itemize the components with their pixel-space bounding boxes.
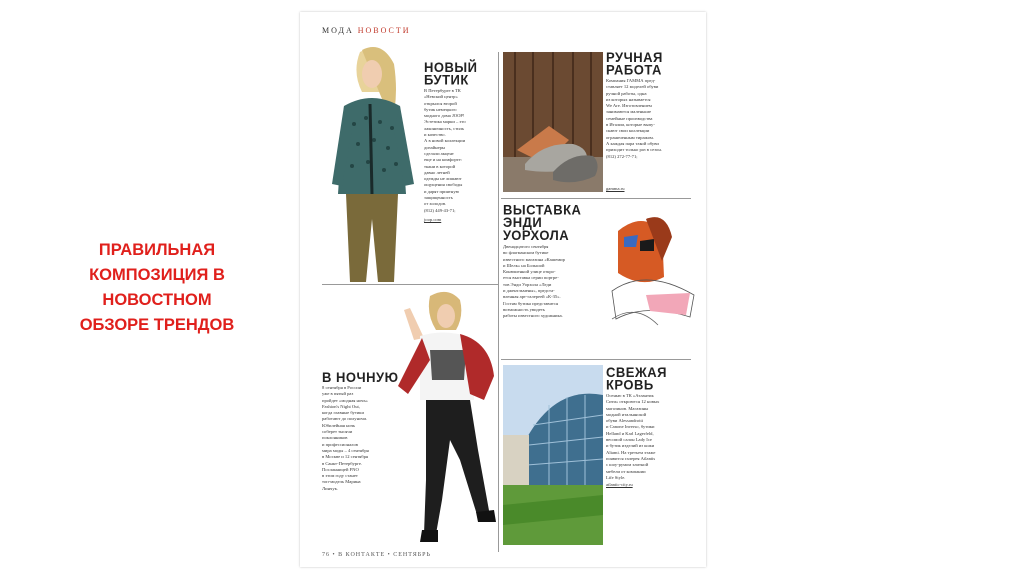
contact-new-boutique: joop.com [424,217,442,222]
section-accent-label: НОВОСТИ [357,26,411,35]
headline-new-boutique: НОВЫЙ БУТИК [424,59,478,88]
section-header [322,26,411,35]
model-photo-boutique [322,44,422,284]
headline-night: В НОЧНУЮ [322,369,399,386]
row-divider-left [322,284,498,285]
headline-handmade: РУЧНАЯ РАБОТА [606,49,663,78]
row-divider-right-top [501,198,691,199]
slide-caption: ПРАВИЛЬНАЯ КОМПОЗИЦИЯ В НОВОСТНОМ ОБЗОРЕ ТРЕНДОВ [79,241,235,334]
column-divider [498,52,499,552]
body-warhol: Двенадцатого сентября во флагманском бутике известного магазина «Кашемир и Шелк» на Большой Конюшенной улице откро- ется выставка серии портре- тов Энди Уорхола «Леди и джентльмены», предста- вленная арт-галереей «К-35». Гостям бутика представится возможность увидеть работы известного художника. [503,244,565,319]
row-divider-right-bottom [501,359,691,360]
headline-fresh-blood: СВЕЖАЯ КРОВЬ [606,364,667,393]
body-handmade: Компания ГАММА пред- ставляет 12 моделей обуви ручной работы, одна из которых называется We Are. Изготовлением занимаются маленькие семейные производства в Италии, которые выпу- скают свои коллекции ограниченным тиражом. А каждая пара такой обуви приходит только раз в сезон. (812) 272-77-71; [606,78,662,159]
contact-handmade: gamma.ru [606,186,625,191]
contact-fresh-blood: atlantic-city.ru [606,482,633,487]
model-photo-night [390,290,498,544]
body-night: 8 сентября в России уже в пятый раз пройдет «модная ночь» Fashion's Night Out, когда главные бутики работают до полуночи. Юбилейная ночь соберет тысячи поклонников и профессионалов мира моды – 4 сентября в Москве и 12 сентября в Санкт-Петербурге. Посланницей FNO в этом году станет топ-модель Марина Линчук. [322,385,369,491]
warhol-artwork [606,207,698,355]
section-label: МОДА [322,26,354,35]
mall-photo [503,365,603,545]
shoes-photo [503,52,603,192]
body-new-boutique: В Петербурге в ТК «Невский центр» открылся второй бутик немецкого модного дома JOOP! Эстетика марки – это лаконичность, стиль и качество. А в новой коллекции дизайнеры сделали акцент еще и на комфорте: ткани в которой давно летней одежды не лишают ощущения свободы и дарят приятную защищенность от холодов. (812) 449-43-71; [424,88,466,213]
page-footer: 76 • В КОНТАКТЕ • СЕНТЯБРЬ [322,552,431,558]
magazine-page [300,12,706,567]
headline-warhol: ВЫСТАВКА ЭНДИ УОРХОЛА [503,202,582,243]
body-fresh-blood: Осенью в ТК «Атлантик Сити» откроются 12 новых магазинов. Магазины модной итальянской обуви Alessandrotti и Canone Inverso, бутики Helland и Karl Lagerfeld, весомой салон Lady Ice и бутик изделий из кожи Altami. На третьем этаже появится галерея Atlantis с шоу-румом элитной мебели от компании Life Style. [606,393,660,480]
